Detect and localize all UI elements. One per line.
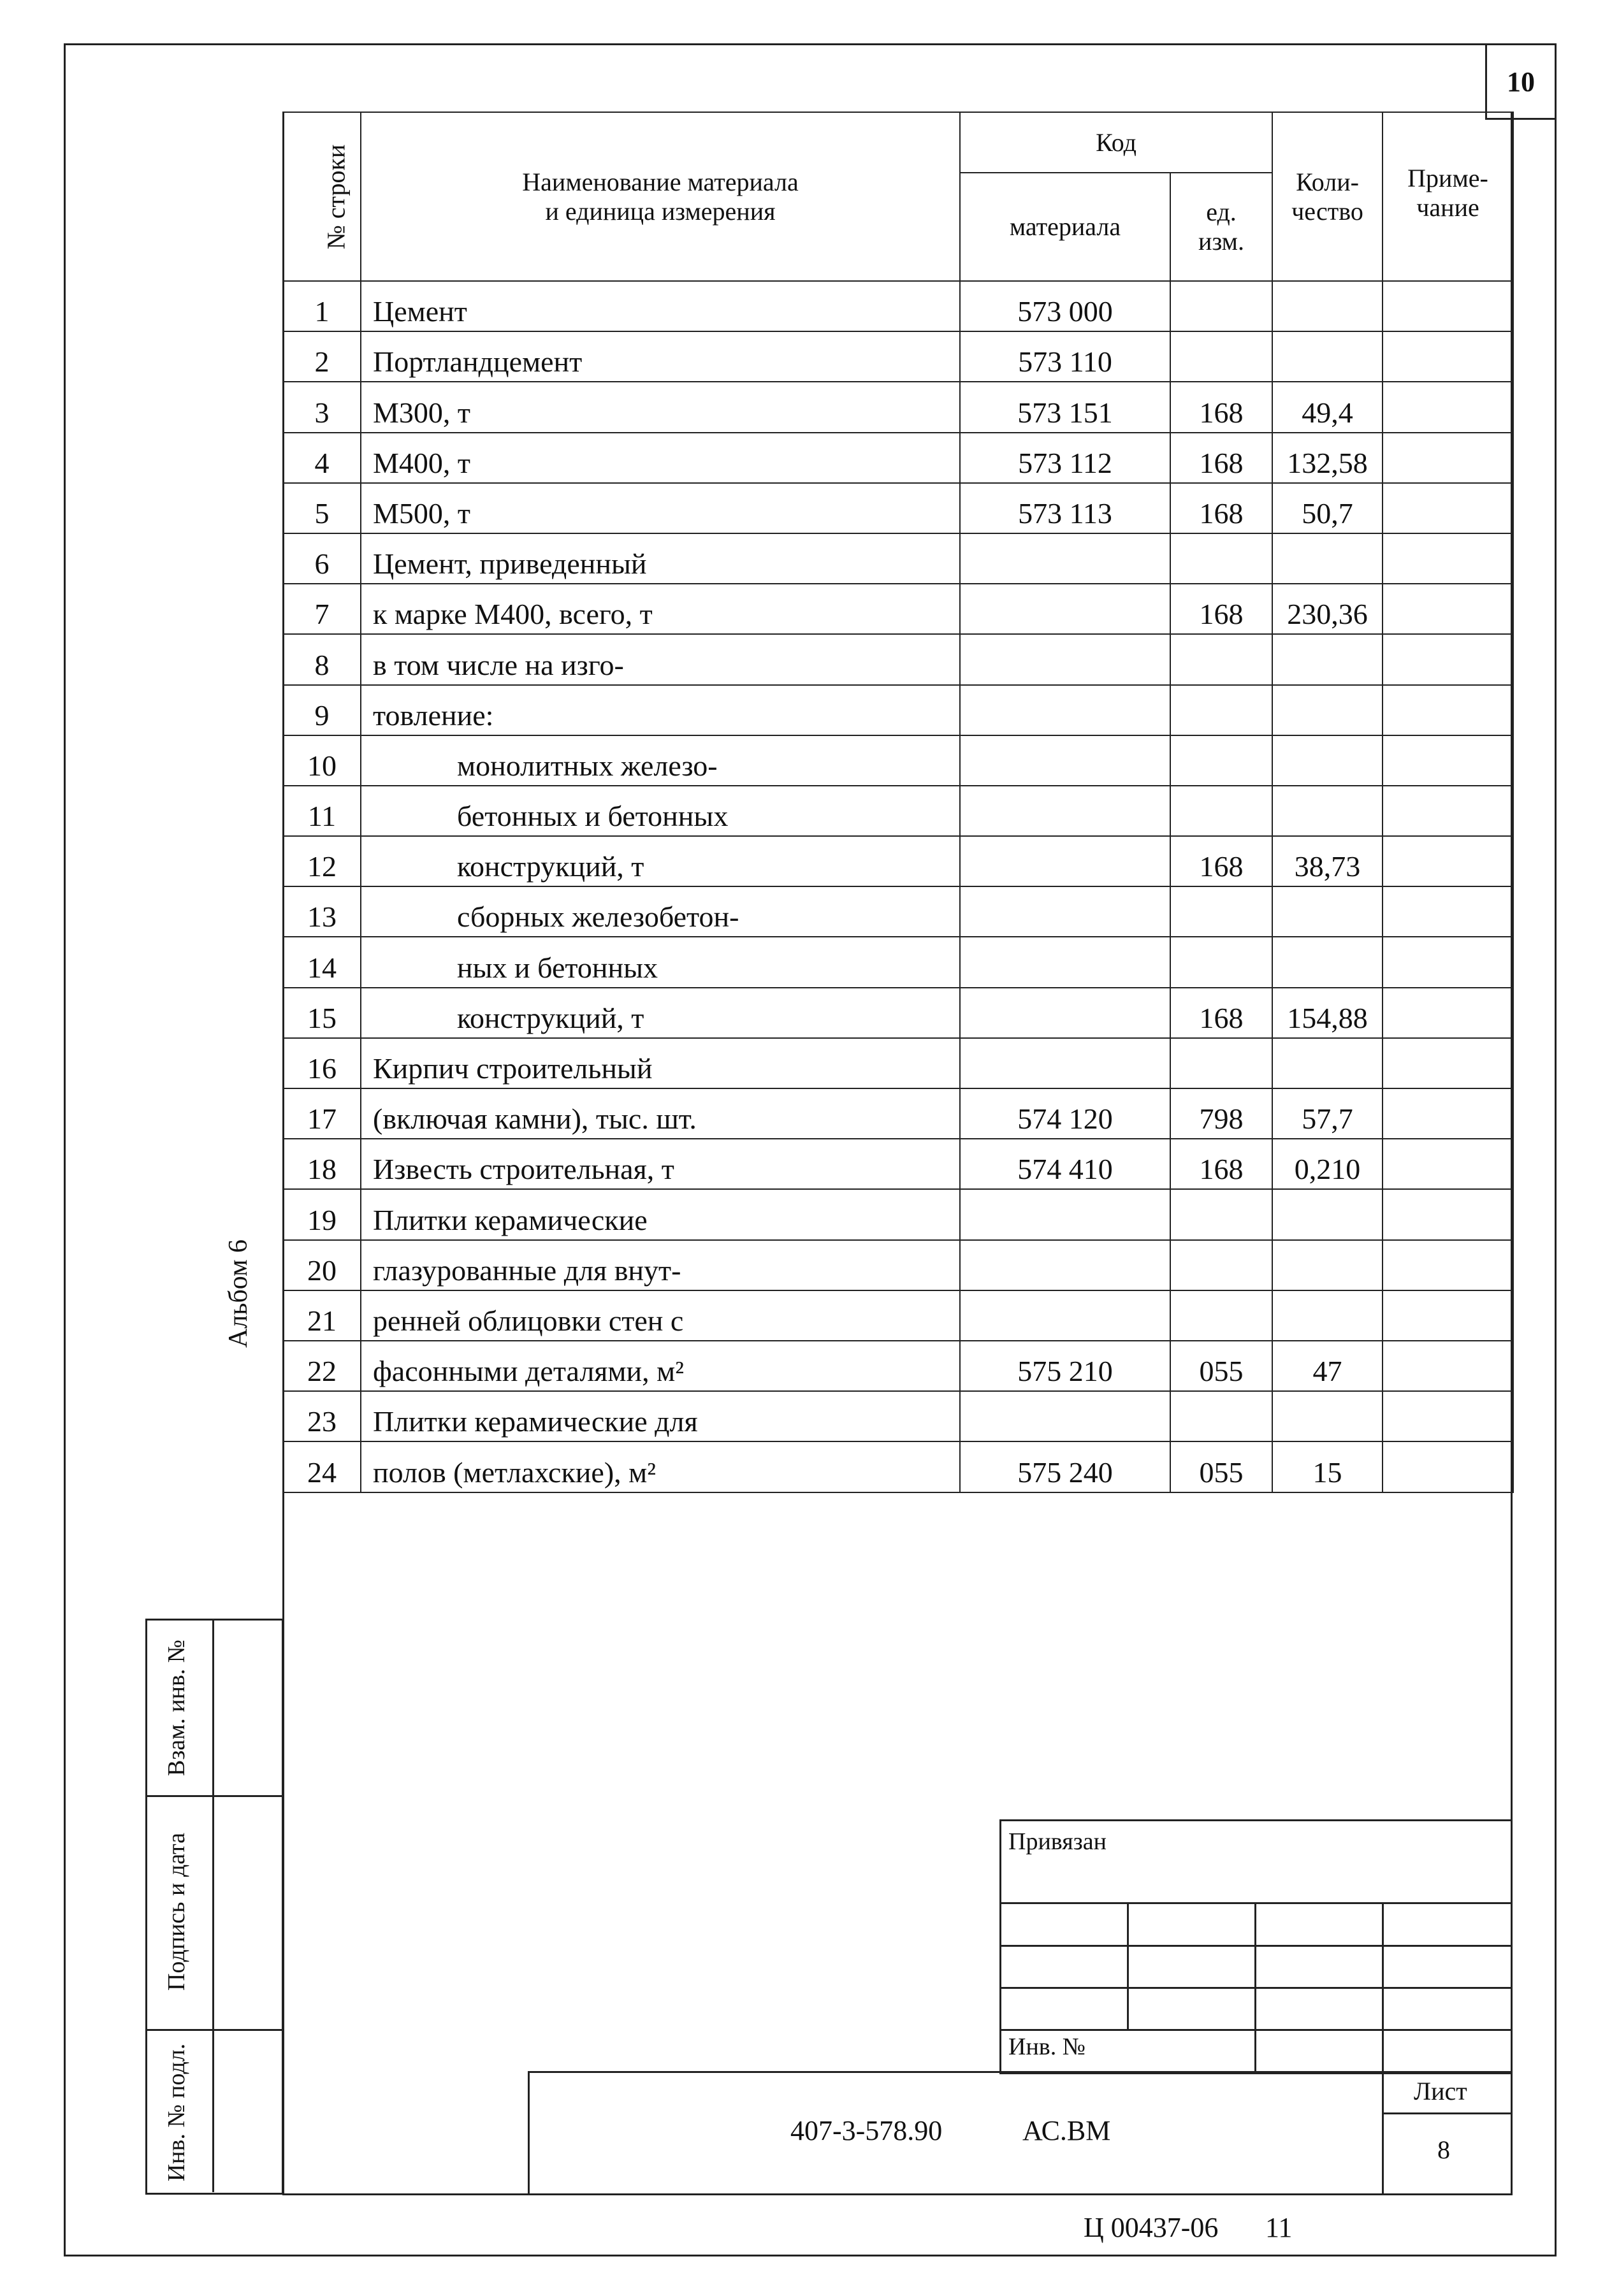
material-name: Цемент, приведенный [361, 533, 960, 584]
row-number: 2 [283, 331, 361, 382]
stamp-inv-podl-label: Инв. № подл. [163, 2043, 190, 2182]
material-code [960, 937, 1170, 987]
material-code: 574 410 [960, 1139, 1170, 1189]
material-code [960, 1290, 1170, 1341]
header-code-group: Код [960, 112, 1272, 173]
note [1383, 433, 1513, 483]
quantity: 0,210 [1272, 1139, 1383, 1189]
material-code [960, 735, 1170, 786]
material-name: М300, т [361, 382, 960, 432]
unit-code [1170, 786, 1272, 836]
material-name: ных и бетонных [361, 937, 960, 987]
material-name: Цемент [361, 281, 960, 331]
table-row [283, 988, 1513, 1038]
quantity: 132,58 [1272, 433, 1383, 483]
note [1383, 331, 1513, 382]
designation-mark: АС.ВМ [1022, 2115, 1111, 2146]
note [1383, 937, 1513, 987]
header-quantity: Коли- чество [1272, 112, 1383, 281]
row-number: 13 [283, 886, 361, 937]
table-row [283, 331, 1513, 382]
material-name: М500, т [361, 483, 960, 533]
unit-code: 168 [1170, 584, 1272, 634]
table-row [283, 483, 1513, 533]
row-number: 14 [283, 937, 361, 987]
quantity [1272, 1290, 1383, 1341]
quantity: 50,7 [1272, 483, 1383, 533]
table-row [283, 1139, 1513, 1189]
unit-code [1170, 735, 1272, 786]
material-name: фасонными деталями, м² [361, 1341, 960, 1391]
row-number: 24 [283, 1441, 361, 1492]
note [1383, 786, 1513, 836]
quantity [1272, 281, 1383, 331]
row-number: 11 [283, 786, 361, 836]
material-name: конструкций, т [361, 988, 960, 1038]
unit-code: 055 [1170, 1341, 1272, 1391]
quantity [1272, 937, 1383, 987]
unit-code [1170, 685, 1272, 735]
material-code [960, 1391, 1170, 1441]
unit-code: 055 [1170, 1441, 1272, 1492]
material-code [960, 786, 1170, 836]
quantity [1272, 1038, 1383, 1088]
unit-code [1170, 634, 1272, 684]
note [1383, 1391, 1513, 1441]
material-code: 573 113 [960, 483, 1170, 533]
header-name: Наименование материала и единица измерения [361, 112, 960, 281]
material-name: Портландцемент [361, 331, 960, 382]
quantity [1272, 735, 1383, 786]
stamp-vzam-inv-label: Взам. инв. № [163, 1639, 190, 1777]
material-code [960, 988, 1170, 1038]
unit-code: 798 [1170, 1088, 1272, 1139]
row-number: 12 [283, 836, 361, 886]
note [1383, 1290, 1513, 1341]
table-row [283, 786, 1513, 836]
quantity: 230,36 [1272, 584, 1383, 634]
material-code: 574 120 [960, 1088, 1170, 1139]
table-row [283, 1341, 1513, 1391]
material-code [960, 1189, 1170, 1239]
quantity [1272, 886, 1383, 937]
footer-code: Ц 00437-06 [1084, 2212, 1219, 2243]
table-row [283, 1290, 1513, 1341]
footer-page: 11 [1265, 2212, 1293, 2243]
table-row [283, 836, 1513, 886]
table-row [283, 281, 1513, 331]
material-code [960, 634, 1170, 684]
material-name: сборных железобетон- [361, 886, 960, 937]
row-number: 22 [283, 1341, 361, 1391]
stamp-podpis-data-label: Подпись и дата [163, 1832, 190, 1991]
quantity [1272, 1391, 1383, 1441]
sheet-label: Лист [1414, 2077, 1467, 2105]
row-number: 18 [283, 1139, 361, 1189]
material-name: глазурованные для внут- [361, 1240, 960, 1290]
note [1383, 1038, 1513, 1088]
unit-code [1170, 331, 1272, 382]
unit-code: 168 [1170, 382, 1272, 432]
row-number: 15 [283, 988, 361, 1038]
header-code-unit: ед. изм. [1170, 173, 1272, 281]
material-code [960, 886, 1170, 937]
row-number: 21 [283, 1290, 361, 1341]
material-code: 573 000 [960, 281, 1170, 331]
note [1383, 1341, 1513, 1391]
material-code [960, 685, 1170, 735]
material-code: 573 151 [960, 382, 1170, 432]
note [1383, 988, 1513, 1038]
table-row [283, 533, 1513, 584]
table-row [283, 886, 1513, 937]
material-name: ренней облицовки стен с [361, 1290, 960, 1341]
table-row [283, 584, 1513, 634]
table-row [283, 1189, 1513, 1239]
material-name: полов (метлахские), м² [361, 1441, 960, 1492]
unit-code [1170, 1290, 1272, 1341]
note [1383, 735, 1513, 786]
material-code: 573 112 [960, 433, 1170, 483]
quantity: 15 [1272, 1441, 1383, 1492]
quantity: 49,4 [1272, 382, 1383, 432]
note [1383, 685, 1513, 735]
unit-code [1170, 281, 1272, 331]
table-row [283, 1391, 1513, 1441]
header-code-material: материала [960, 173, 1170, 281]
quantity: 154,88 [1272, 988, 1383, 1038]
row-number: 3 [283, 382, 361, 432]
material-code [960, 533, 1170, 584]
quantity [1272, 1240, 1383, 1290]
header-row-number: № строки [283, 112, 361, 281]
unit-code [1170, 886, 1272, 937]
quantity [1272, 533, 1383, 584]
note [1383, 1088, 1513, 1139]
album-label: Альбом 6 [224, 1239, 253, 1348]
unit-code: 168 [1170, 483, 1272, 533]
sheet-number-top: 10 [1485, 43, 1557, 120]
material-name: Плитки керамические [361, 1189, 960, 1239]
row-number: 8 [283, 634, 361, 684]
material-code: 575 240 [960, 1441, 1170, 1492]
note [1383, 1240, 1513, 1290]
header-note: Приме- чание [1383, 112, 1513, 281]
unit-code: 168 [1170, 433, 1272, 483]
quantity [1272, 331, 1383, 382]
table-row [283, 1038, 1513, 1088]
quantity [1272, 1189, 1383, 1239]
note [1383, 1139, 1513, 1189]
note [1383, 281, 1513, 331]
unit-code [1170, 1391, 1272, 1441]
unit-code [1170, 937, 1272, 987]
material-code [960, 1038, 1170, 1088]
note [1383, 483, 1513, 533]
row-number: 4 [283, 433, 361, 483]
row-number: 23 [283, 1391, 361, 1441]
unit-code [1170, 1038, 1272, 1088]
row-number: 6 [283, 533, 361, 584]
material-code: 575 210 [960, 1341, 1170, 1391]
table-row [283, 685, 1513, 735]
unit-code: 168 [1170, 988, 1272, 1038]
row-number: 17 [283, 1088, 361, 1139]
table-row [283, 1240, 1513, 1290]
material-name: Плитки керамические для [361, 1391, 960, 1441]
unit-code [1170, 1240, 1272, 1290]
quantity [1272, 634, 1383, 684]
note [1383, 886, 1513, 937]
quantity: 38,73 [1272, 836, 1383, 886]
note [1383, 584, 1513, 634]
table-row [283, 382, 1513, 432]
designation-block [528, 2071, 1513, 2195]
note [1383, 1189, 1513, 1239]
material-name: М400, т [361, 433, 960, 483]
table-row [283, 634, 1513, 684]
unit-code [1170, 533, 1272, 584]
row-number: 20 [283, 1240, 361, 1290]
privyazan-vline-2 [1254, 1902, 1256, 2074]
material-name: (включая камни), тыс. шт. [361, 1088, 960, 1139]
quantity [1272, 685, 1383, 735]
material-name: к марке М400, всего, т [361, 584, 960, 634]
row-number: 10 [283, 735, 361, 786]
row-number: 5 [283, 483, 361, 533]
row-number: 19 [283, 1189, 361, 1239]
row-number: 9 [283, 685, 361, 735]
unit-code: 168 [1170, 1139, 1272, 1189]
quantity [1272, 786, 1383, 836]
material-name: Кирпич строительный [361, 1038, 960, 1088]
table-row [283, 1441, 1513, 1492]
material-name: Известь строительная, т [361, 1139, 960, 1189]
row-number: 7 [283, 584, 361, 634]
material-name: конструкций, т [361, 836, 960, 886]
material-code: 573 110 [960, 331, 1170, 382]
quantity: 57,7 [1272, 1088, 1383, 1139]
material-code [960, 584, 1170, 634]
material-name: товление: [361, 685, 960, 735]
note [1383, 1441, 1513, 1492]
sheet-col-line [1382, 2071, 1384, 2195]
note [1383, 533, 1513, 584]
material-name: монолитных железо- [361, 735, 960, 786]
privyazan-vline-3 [1382, 1902, 1384, 2074]
table-row [283, 735, 1513, 786]
privyazan-vline-1 [1127, 1902, 1129, 2030]
note [1383, 382, 1513, 432]
material-name: бетонных и бетонных [361, 786, 960, 836]
designation: 407-3-578.90 [790, 2115, 943, 2146]
material-code [960, 1240, 1170, 1290]
privyazan-label: Привязан [1008, 1828, 1107, 1855]
note [1383, 836, 1513, 886]
material-code [960, 836, 1170, 886]
materials-table [282, 112, 1514, 1493]
inv-no-label: Инв. № [1008, 2033, 1085, 2060]
sheet-row-line [1382, 2112, 1513, 2114]
table-row [283, 937, 1513, 987]
table-row [283, 433, 1513, 483]
table-row [283, 1088, 1513, 1139]
row-number: 1 [283, 281, 361, 331]
row-number: 16 [283, 1038, 361, 1088]
material-name: в том числе на изго- [361, 634, 960, 684]
unit-code [1170, 1189, 1272, 1239]
sheet-number: 8 [1437, 2135, 1450, 2164]
unit-code: 168 [1170, 836, 1272, 886]
quantity: 47 [1272, 1341, 1383, 1391]
note [1383, 634, 1513, 684]
